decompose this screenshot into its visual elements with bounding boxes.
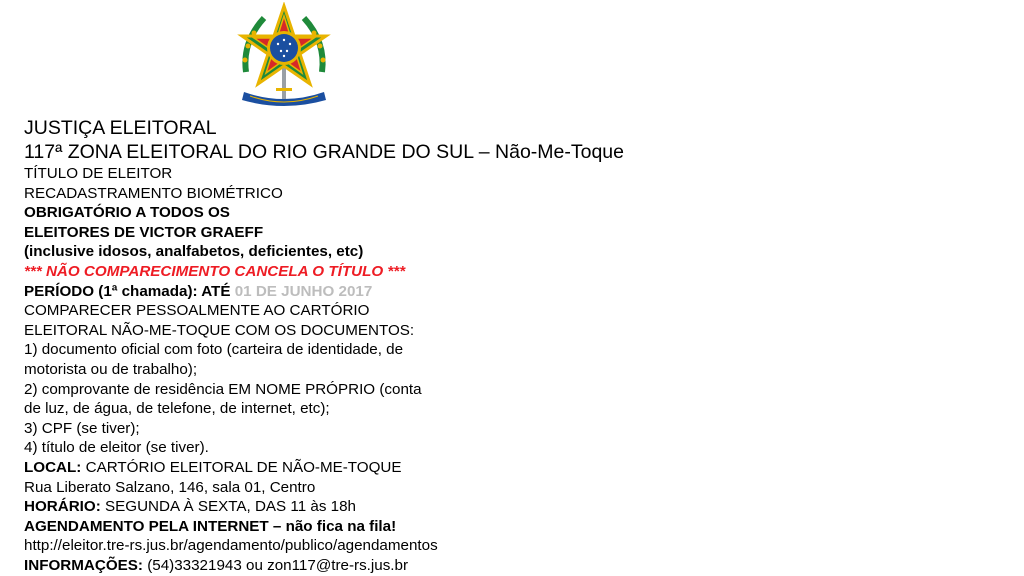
- address-line: Rua Liberato Salzano, 146, sala 01, Centro: [24, 478, 316, 496]
- document-item-1a: 1) documento oficial com foto (carteira de identidade, de: [24, 341, 404, 359]
- hours-value: SEGUNDA À SEXTA, DAS 11 às 18h: [105, 498, 356, 516]
- document-item-2a: 2) comprovante de residência EM NOME PRÓPRIO (conta: [24, 380, 422, 398]
- brazil-coat-of-arms-icon: [228, 2, 340, 110]
- mandatory-line-1: OBRIGATÓRIO A TODOS OS: [24, 204, 230, 222]
- scheduling-url[interactable]: http://eleitor.tre-rs.jus.br/agendamento/publico/agendamentos: [24, 537, 438, 555]
- hours-label: HORÁRIO:: [24, 498, 101, 516]
- scheduling-line: AGENDAMENTO PELA INTERNET – não fica na fila!: [24, 517, 397, 535]
- document-item-4: 4) título de eleitor (se tiver).: [24, 439, 209, 457]
- info-value: (54)33321943 ou zon117@tre-rs.jus.br: [147, 556, 409, 574]
- instruction-line-2: ELEITORAL NÃO-ME-TOQUE COM OS DOCUMENTOS:: [24, 321, 415, 339]
- cancellation-warning: *** NÃO COMPARECIMENTO CANCELA O TÍTULO ***: [24, 262, 406, 280]
- instruction-line-1: COMPARECER PESSOALMENTE AO CARTÓRIO: [24, 302, 370, 320]
- info-label: INFORMAÇÕES:: [24, 556, 143, 574]
- mandatory-line-3: (inclusive idosos, analfabetos, deficientes, etc): [24, 243, 364, 261]
- hours-line: [24, 497, 1004, 517]
- document-item-1b: motorista ou de trabalho);: [24, 360, 198, 378]
- local-value: CARTÓRIO ELEITORAL DE NÃO-ME-TOQUE: [85, 458, 402, 476]
- header-line-2: 117ª ZONA ELEITORAL DO RIO GRANDE DO SUL – Não-Me-Toque: [24, 141, 624, 163]
- period-line: [24, 282, 1004, 302]
- header-line-1: JUSTIÇA ELEITORAL: [24, 117, 217, 139]
- notice-document: [24, 116, 1004, 575]
- period-date: 01 DE JUNHO 2017: [234, 282, 373, 300]
- document-item-2b: de luz, de água, de telefone, de internet, etc);: [24, 400, 330, 418]
- local-line: [24, 458, 1004, 478]
- local-label: LOCAL:: [24, 458, 82, 476]
- title-biometric: RECADASTRAMENTO BIOMÉTRICO: [24, 184, 283, 202]
- period-label: PERÍODO (1ª chamada): ATÉ: [24, 282, 231, 300]
- document-item-3: 3) CPF (se tiver);: [24, 419, 140, 437]
- mandatory-line-2: ELEITORES DE VICTOR GRAEFF: [24, 223, 264, 241]
- title-voter-card: TÍTULO DE ELEITOR: [24, 165, 173, 182]
- info-line: [24, 556, 1004, 576]
